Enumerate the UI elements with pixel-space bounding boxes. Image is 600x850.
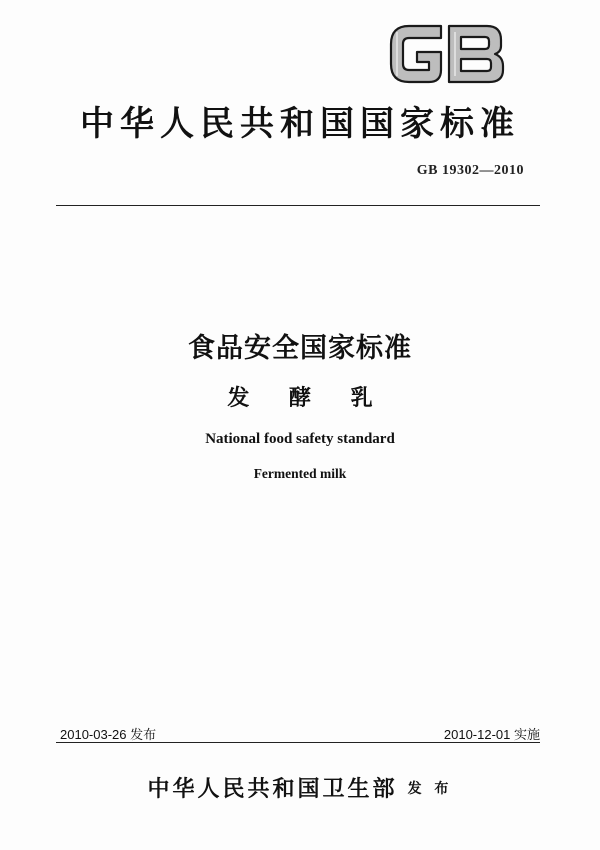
issuer-line	[0, 772, 600, 803]
issue-date: 2010-03-26 发布	[60, 727, 157, 742]
effective-date: 2010-12-01 实施	[443, 727, 540, 742]
subtitle-chinese: 发 酵 乳	[227, 386, 389, 411]
title-english: National food safety standard	[205, 431, 395, 447]
national-standard-title: 中华人民共和国国家标准	[80, 104, 520, 144]
gb-logo-icon	[383, 18, 509, 90]
subtitle-english: Fermented milk	[253, 466, 347, 481]
standard-number: GB 19302—2010	[416, 163, 524, 178]
title-chinese: 食品安全国家标准	[188, 333, 412, 364]
bottom-divider	[56, 742, 540, 743]
issuer-suffix: 发 布	[407, 781, 453, 797]
top-divider	[56, 205, 540, 206]
issuer-name: 中华人民共和国卫生部	[147, 776, 398, 802]
